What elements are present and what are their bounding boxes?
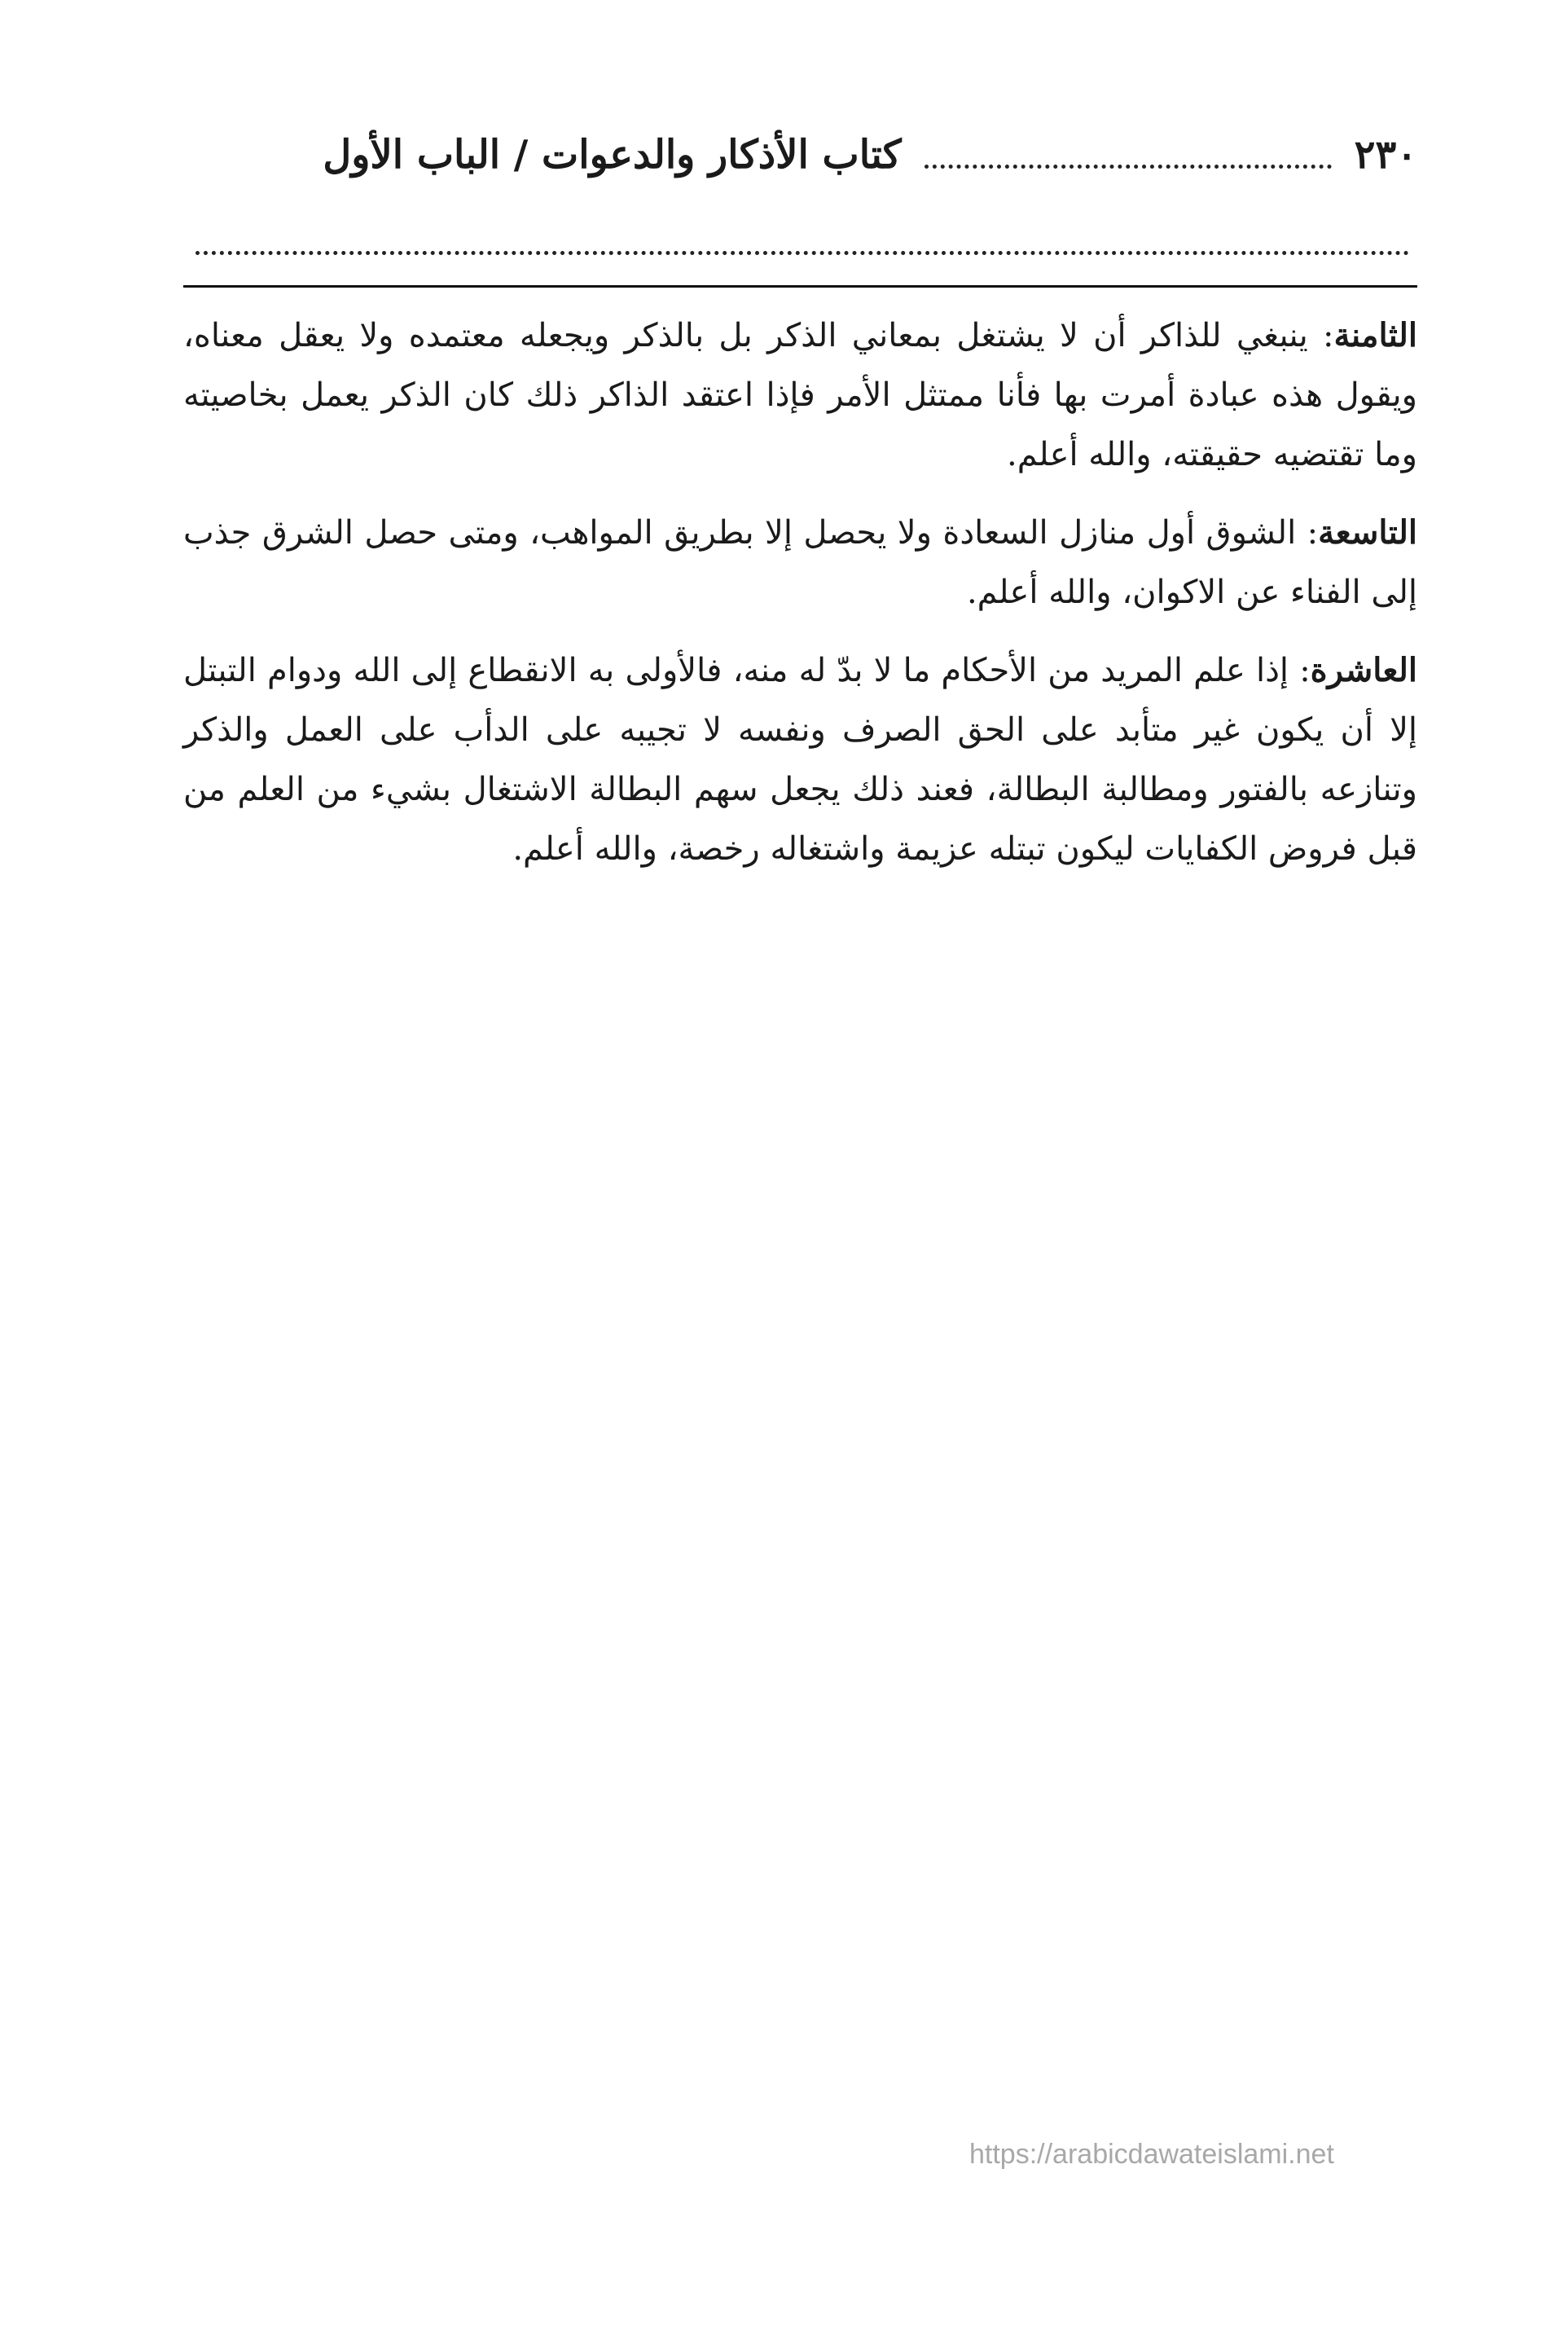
paragraph-term: العاشرة	[1310, 651, 1417, 689]
paragraph-text: الشوق أول منازل السعادة ولا يحصل إلا بطريق المواهب، ومتى حصل الشرق جذب إلى الفناء عن الاكوان، والله أعلم.	[183, 514, 1417, 611]
term-separator: :	[1307, 317, 1334, 354]
term-separator: :	[1296, 514, 1319, 552]
page-body	[183, 306, 1417, 897]
paragraph-term: التاسعة	[1318, 513, 1417, 552]
paragraph-eighth	[183, 306, 1417, 485]
paragraph-tenth	[183, 640, 1417, 879]
term-separator: :	[1289, 652, 1311, 689]
source-watermark: https://arabicdawateislami.net	[969, 2139, 1334, 2170]
dotted-separator	[195, 251, 1409, 255]
header-dotted-leader	[925, 165, 1332, 169]
paragraph-ninth	[183, 503, 1417, 622]
running-header	[183, 122, 1417, 187]
header-rule	[183, 285, 1417, 288]
paragraph-text: ينبغي للذاكر أن لا يشتغل بمعاني الذكر بل بالذكر ويجعله معتمده ولا يعقل معناه، ويقول هذه عبادة أمرت بها فأنا ممتثل الأمر فإذا اعتقد الذاكر ذلك كان الذكر يعمل بخاصيته وما تقتضيه حقيقته، والله أعلم.	[183, 317, 1418, 473]
paragraph-term: الثامنة	[1333, 316, 1417, 354]
page-number: ٢٣٠	[1354, 132, 1417, 178]
running-title: كتاب الأذكار والدعوات / الباب الأول	[323, 132, 902, 178]
paragraph-text: إذا علم المريد من الأحكام ما لا بدّ له منه، فالأولى به الانقطاع إلى الله ودوام التبتل إلا أن يكون غير متأبد على الحق الصرف ونفسه لا تجيبه على الدأب على العمل والذكر وتنازعه بالفتور ومطالبة البطالة، فعند ذلك يجعل سهم البطالة الاشتغال بشيء من العلم من قبل فروض الكفايات ليكون تبتله عزيمة واشتغاله رخصة، والله أعلم.	[183, 652, 1418, 868]
